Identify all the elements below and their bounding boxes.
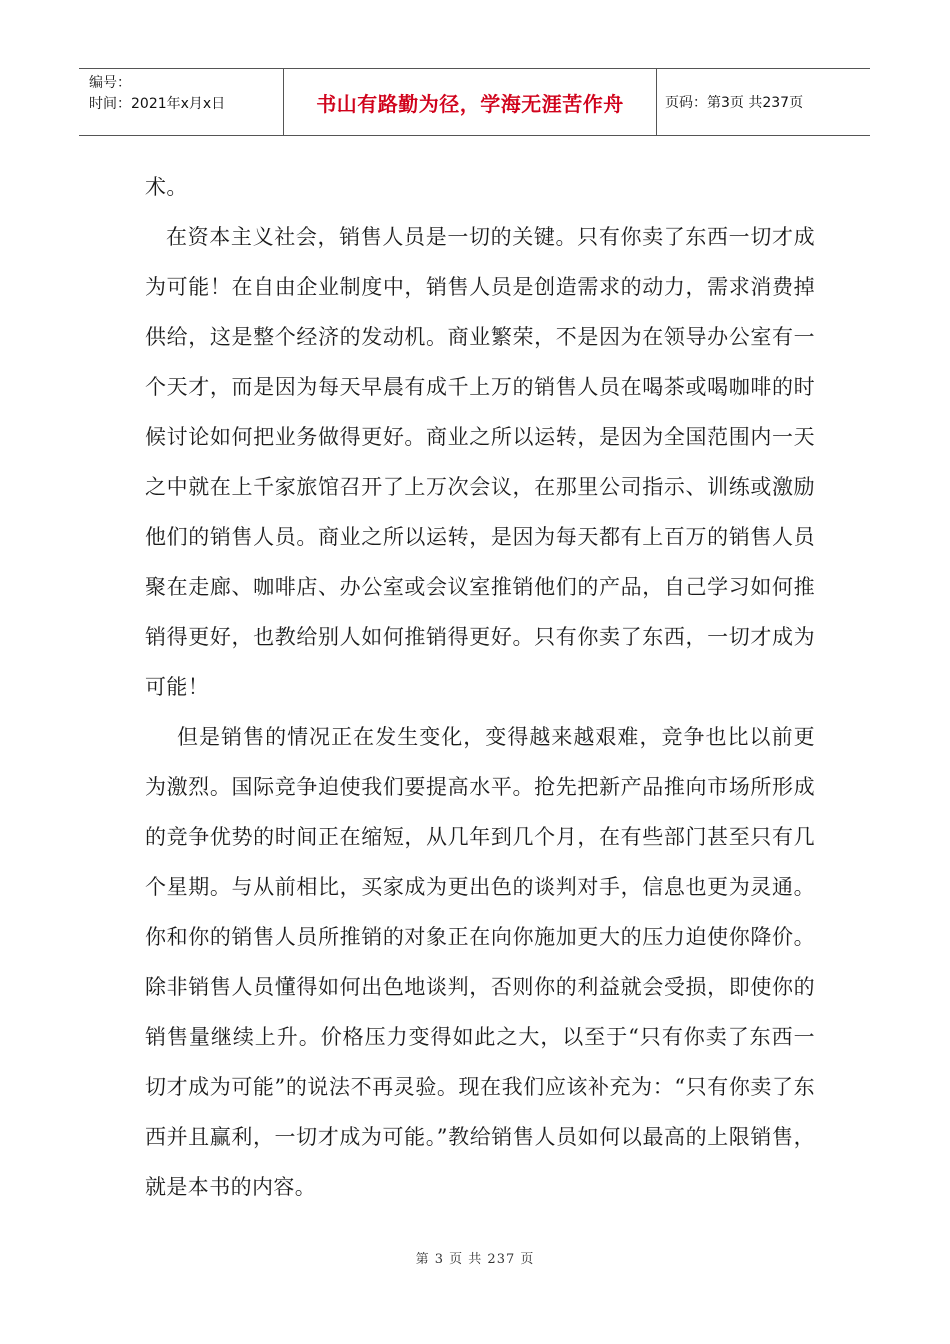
document-number-label: 编号： xyxy=(89,75,131,91)
header-motto: 书山有路勤为径，学海无涯苦作舟 xyxy=(283,69,657,135)
document-body xyxy=(145,162,815,1212)
body-paragraph: 但是销售的情况正在发生变化，变得越来越艰难，竞争也比以前更为激烈。国际竞争迫使我们要提高水平。抢先把新产品推向市场所形成的竞争优势的时间正在缩短，从几年到几个月，在有些部门甚至只有几个星期。与从前相比，买家成为更出色的谈判对手，信息也更为灵通。你和你的销售人员所推销的对象正在向你施加更大的压力迫使你降价。除非销售人员懂得如何出色地谈判，否则你的利益就会受损，即使你的销售量继续上升。价格压力变得如此之大，以至于“只有你卖了东西一切才成为可能”的说法不再灵验。现在我们应该补充为：“只有你卖了东西并且赢利，一切才成为可能。”教给销售人员如何以最高的上限销售，就是本书的内容。 xyxy=(145,725,815,1199)
header-meta xyxy=(79,69,283,135)
page-footer: 第 3 页 共 237 页 xyxy=(415,1252,535,1267)
body-paragraph: 在资本主义社会，销售人员是一切的关键。只有你卖了东西一切才成为可能！在自由企业制度中，销售人员是创造需求的动力，需求消费掉供给，这是整个经济的发动机。商业繁荣，不是因为在领导办公室有一个天才，而是因为每天早晨有成千上万的销售人员在喝茶或喝咖啡的时候讨论如何把业务做得更好。商业之所以运转，是因为全国范围内一天之中就在上千家旅馆召开了上万次会议，在那里公司指示、训练或激励他们的销售人员。商业之所以运转，是因为每天都有上百万的销售人员聚在走廊、咖啡店、办公室或会议室推销他们的产品，自己学习如何推销得更好，也教给别人如何推销得更好。只有你卖了东西，一切才成为可能！ xyxy=(145,225,815,699)
document-time-label: 时间：2021年x月x日 xyxy=(89,96,226,112)
body-paragraph: 术。 xyxy=(145,175,188,199)
header-page-info: 页码：第3页 共237页 xyxy=(665,95,804,111)
page-header xyxy=(79,68,870,136)
